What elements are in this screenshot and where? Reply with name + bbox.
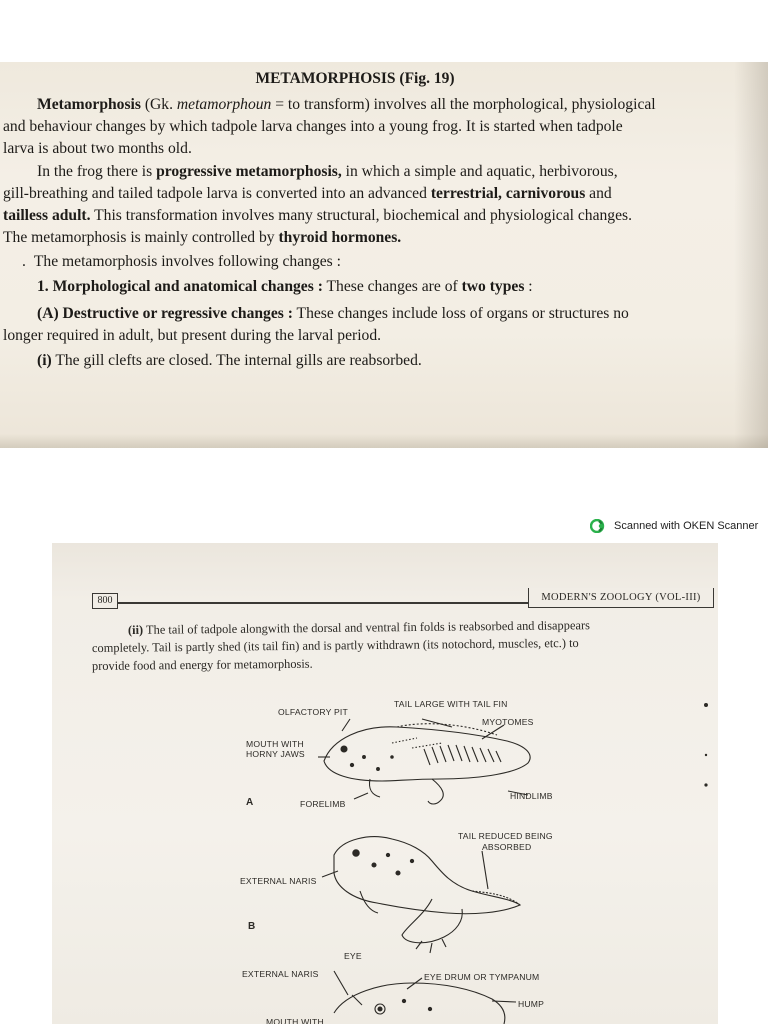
para1-line2: and behaviour changes by which tadpole larva changes into a young frog. It is started when tadpole [3,118,623,135]
item-ii-line3: provide food and energy for metamorphosis. [91,656,313,673]
book-title: MODERN'S ZOOLOGY (VOL-III) [528,588,714,608]
item-i: (i) The gill clefts are closed. The internal gills are reabsorbed. [37,352,422,369]
section1-heading: 1. Morphological and anatomical changes : These changes are of two types : [37,278,533,295]
page-edge-shadow [734,62,768,448]
label-olfactory-pit: OLFACTORY PIT [278,707,348,717]
bottom-scanned-page [52,543,718,1024]
label-eye-drum: EYE DRUM OR TYMPANUM [424,972,540,982]
tadpole-figure-a [318,719,530,804]
para1-line1: Metamorphosis (Gk. metamorphoun = to transform) involves all the morphological, physiological [37,96,656,113]
figure-letter-a: A [246,797,254,808]
scanner-logo-icon [590,519,608,533]
page-bottom-shadow [0,434,768,448]
froglet-figure-b [322,837,520,953]
top-scanned-page [0,62,768,448]
para2-line2: gill-breathing and tailed tadpole larva is converted into an advanced terrestrial, carnivorous and [3,185,612,202]
label-eye: EYE [344,951,362,961]
label-external-naris-c: EXTERNAL NARIS [242,969,319,979]
subsectionA-line1: (A) Destructive or regressive changes : These changes include loss of organs or structures no [37,305,629,322]
term-metamorphosis: Metamorphosis [37,96,141,113]
subsectionA-line2: longer required in adult, but present during the larval period. [3,327,382,344]
para2-line1: In the frog there is progressive metamorphosis, in which a simple and aquatic, herbivorous, [37,163,618,180]
para2-line4: The metamorphosis is mainly controlled by thyroid hormones. [3,229,402,246]
item-ii-line2: completely. Tail is partly shed (its tail fin) and is partly withdrawn (its notochord, muscles, etc.) to [91,635,579,655]
label-mouth-horny-1: MOUTH WITH [246,739,304,749]
margin-specks [704,703,708,787]
label-hump: HUMP [518,999,545,1009]
item-ii-line1: (ii) The tail of tadpole alongwith the dorsal and ventral fin folds is reabsorbed and disappears [127,618,590,637]
label-external-naris-b: EXTERNAL NARIS [240,876,317,886]
label-tail-large: TAIL LARGE WITH TAIL FIN [394,699,508,709]
figure-letter-b: B [248,921,256,932]
page-number: 800 [92,593,118,609]
label-myotomes: MYOTOMES [482,717,534,727]
label-tail-reduced-2: ABSORBED [482,842,532,852]
label-mouth-horny-2: HORNY JAWS [246,749,305,759]
metamorphosis-diagram [52,543,718,1024]
scanner-label: Scanned with OKEN Scanner [614,520,759,532]
para2-line3: tailless adult. This transformation involves many structural, biochemical and physiological changes. [3,207,632,224]
scanner-watermark [590,518,758,534]
label-hindlimb: HINDLIMB [510,791,553,801]
label-forelimb: FORELIMB [300,799,346,809]
label-mouth-with: MOUTH WITH [266,1017,324,1024]
page-title: METAMORPHOSIS (Fig. 19) [255,70,455,87]
changes-intro: . The metamorphosis involves following changes : [22,253,341,270]
label-tail-reduced-1: TAIL REDUCED BEING [458,831,553,841]
para1-line3: larva is about two months old. [3,140,192,157]
